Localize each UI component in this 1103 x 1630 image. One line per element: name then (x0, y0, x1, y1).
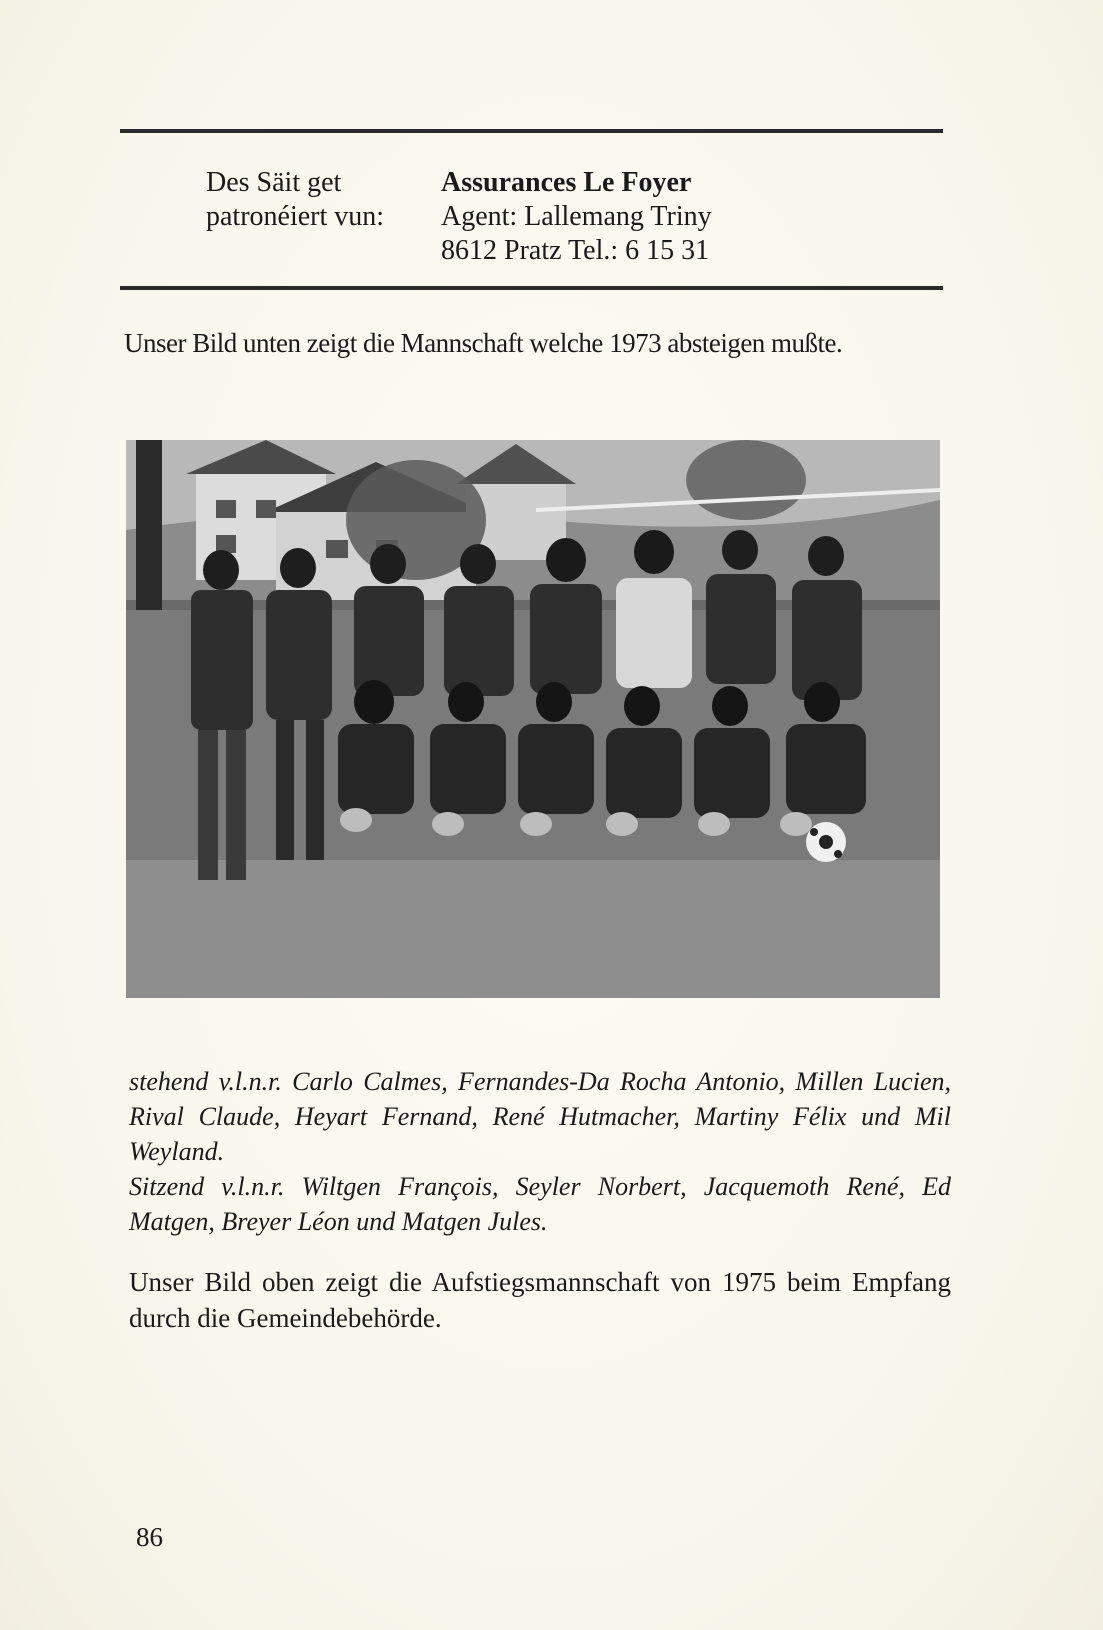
bottom-rule (120, 286, 943, 290)
team-photo (126, 440, 940, 998)
caption-sitting: Sitzend v.l.n.r. Wiltgen François, Seyler Norbert, Jacquemoth René, Ed Matgen, Breyer Léon und Matgen Jules. (129, 1172, 951, 1236)
body-paragraph-text: Unser Bild oben zeigt die Aufstiegsmannschaft von 1975 beim Empfang durch die Gemeindebehörde. (129, 1267, 951, 1333)
body-paragraph (129, 1264, 951, 1336)
sponsor-name: Assurances Le Foyer (441, 167, 692, 198)
sponsor-label (206, 166, 416, 234)
page-number: 86 (136, 1522, 163, 1552)
caption-standing: stehend v.l.n.r. Carlo Calmes, Fernandes-Da Rocha Antonio, Millen Lucien, Rival Claude, Heyart Fernand, René Hutmacher, Martiny Félix und Mil Weyland. (129, 1067, 951, 1166)
sponsor-label-line2: patronéiert vun: (206, 201, 385, 232)
headline: Unser Bild unten zeigt die Mannschaft welche 1973 absteigen mußte. (124, 328, 843, 358)
sponsor-agent: Agent: Lallemang Triny (441, 201, 712, 232)
sponsor-label-line1: Des Säit get (206, 167, 342, 198)
sponsor-info (441, 166, 861, 268)
top-rule (120, 129, 943, 133)
photo-caption (129, 1064, 951, 1239)
sponsor-address: 8612 Pratz Tel.: 6 15 31 (441, 235, 710, 266)
